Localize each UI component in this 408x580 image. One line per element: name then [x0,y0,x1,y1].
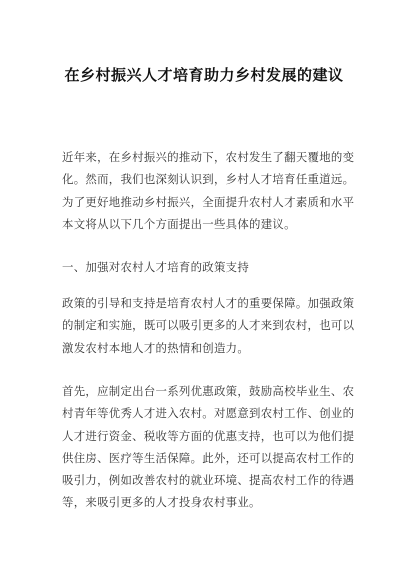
paragraph-line: 政策的引导和支持是培育农村人才的重要保障。加强政策 [62,296,355,310]
paragraph-line: 近年来，在乡村振兴的推动下，农村发生了翻天覆地的变 [62,150,355,164]
paragraph-line: 化。然而，我们也深刻认识到，乡村人才培育任重道远。 [62,172,355,187]
paragraph-line: 等，来吸引更多的人才投身农村事业。 [62,495,261,510]
paragraph-line: 本文将从以下几个方面提出一些具体的建议。 [62,216,296,231]
section-heading-text: 一、加强对农村人才培育的政策支持 [62,260,250,274]
paragraph-line: 吸引力，例如改善农村的就业环境、提高农村工作的待遇 [62,473,355,488]
paragraph-line: 首先，应制定出台一系列优惠政策，鼓励高校毕业生、农 [62,384,355,398]
paragraph-line: 为了更好地推动乡村振兴，全面提升农村人才素质和水平 [62,194,355,209]
first-measure-paragraph [62,380,355,514]
paragraph-line: 的制定和实施，既可以吸引更多的人才来到农村，也可以 [62,318,355,333]
document-title: 在乡村振兴人才培育助力乡村发展的建议 [64,66,344,84]
paragraph-line: 人才进行资金、税收等方面的优惠支持，也可以为他们提 [62,428,355,443]
paragraph-line: 供住房、医疗等生活保障。此外，还可以提高农村工作的 [62,450,355,465]
paragraph-line: 村青年等优秀人才进入农村。对愿意到农村工作、创业的 [62,406,355,421]
paragraph-line: 激发农村本地人才的热情和创造力。 [62,340,250,355]
policy-paragraph [62,292,355,359]
intro-paragraph [62,146,355,235]
section-heading [62,256,350,278]
